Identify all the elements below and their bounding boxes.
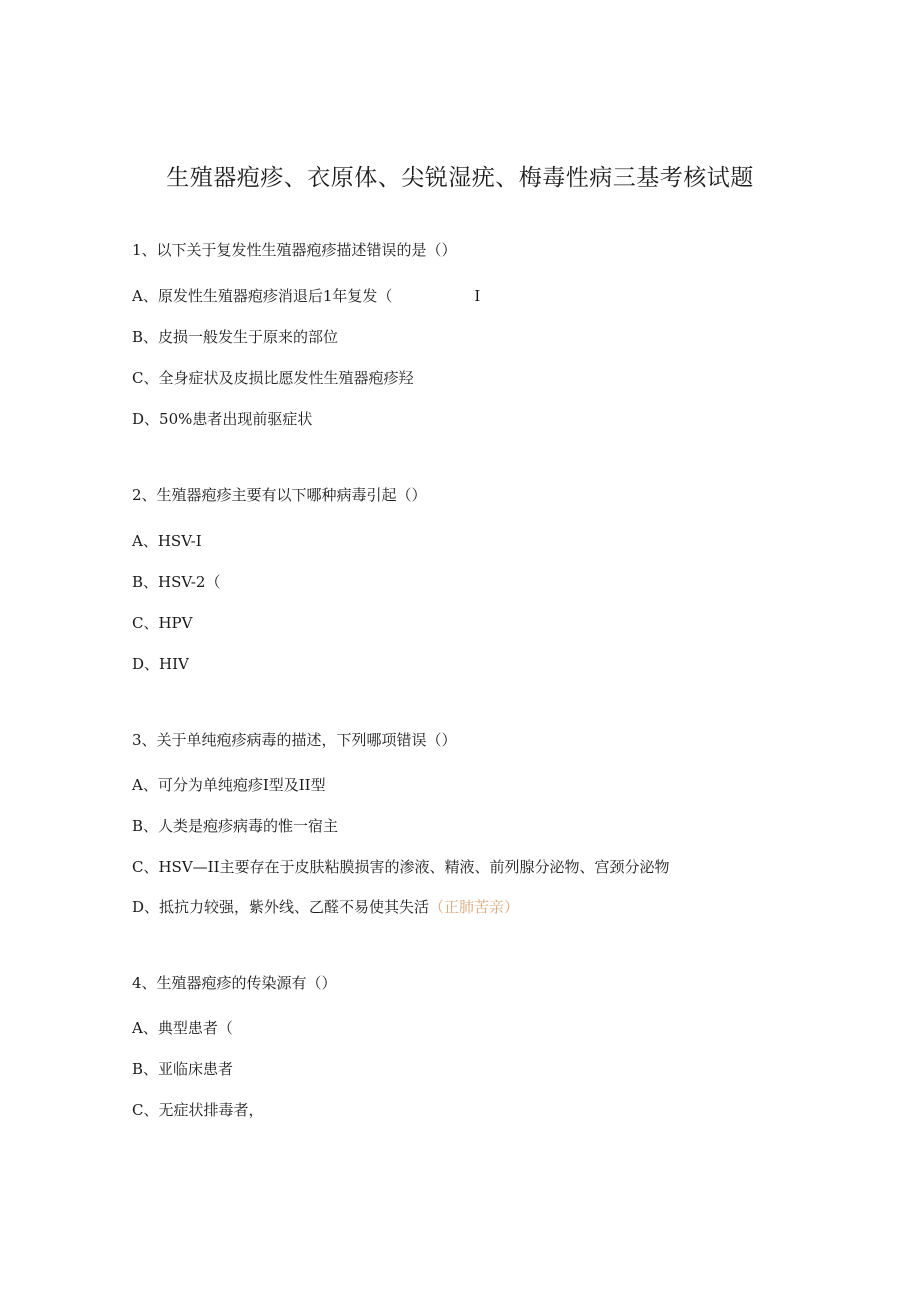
- question-4-option-c: C、无症状排毒者，: [132, 1101, 264, 1119]
- question-4-option-b: B、亚临床患者: [132, 1060, 234, 1078]
- question-4-option-a: A、典型患者（: [132, 1019, 233, 1037]
- question-3-option-b: B、人类是疱疹病毒的惟一宿主: [132, 817, 339, 835]
- question-2-option-d: D、HIV: [132, 655, 189, 673]
- document-title: 生殖器疱疹、衣原体、尖锐湿疣、梅毒性病三基考核试题: [166, 165, 754, 191]
- question-1-option-d: D、50%患者出现前驱症状: [132, 410, 313, 428]
- question-2-stem: 2、生殖器疱疹主要有以下哪种病毒引起（）: [132, 486, 427, 504]
- question-4-stem: 4、生殖器疱疹的传染源有（）: [132, 974, 337, 992]
- question-3-option-d: [132, 895, 519, 919]
- question-1-stem: 1、以下关于复发性生殖器疱疹描述错误的是（）: [132, 241, 457, 259]
- question-1-option-c: C、全身症状及皮损比愿发性生殖器疱疹羟: [132, 369, 414, 387]
- question-3-option-a: A、可分为单纯疱疹I型及II型: [132, 776, 326, 794]
- option-mark: I: [474, 287, 481, 305]
- question-3-option-c: C、HSV—II主要存在于皮肤粘膜损害的渗液、精液、前列腺分泌物、宫颈分泌物: [132, 858, 670, 876]
- question-2-option-b: B、HSV-2（: [132, 573, 221, 591]
- option-text: D、抵抗力较强，紫外线、乙醛不易使其失活: [132, 898, 430, 916]
- question-1-option-a: [132, 284, 480, 308]
- option-text: A、原发性生殖器疱疹消退后1年复发（: [132, 287, 393, 305]
- question-3-stem: 3、关于单纯疱疹病毒的描述，下列哪项错误（）: [132, 731, 457, 749]
- option-annotation: （正肺苦亲）: [429, 898, 520, 916]
- question-2-option-c: C、HPV: [132, 614, 193, 632]
- question-2-option-a: A、HSV-I: [132, 532, 202, 550]
- question-1-option-b: B、皮损一般发生于原来的部位: [132, 328, 339, 346]
